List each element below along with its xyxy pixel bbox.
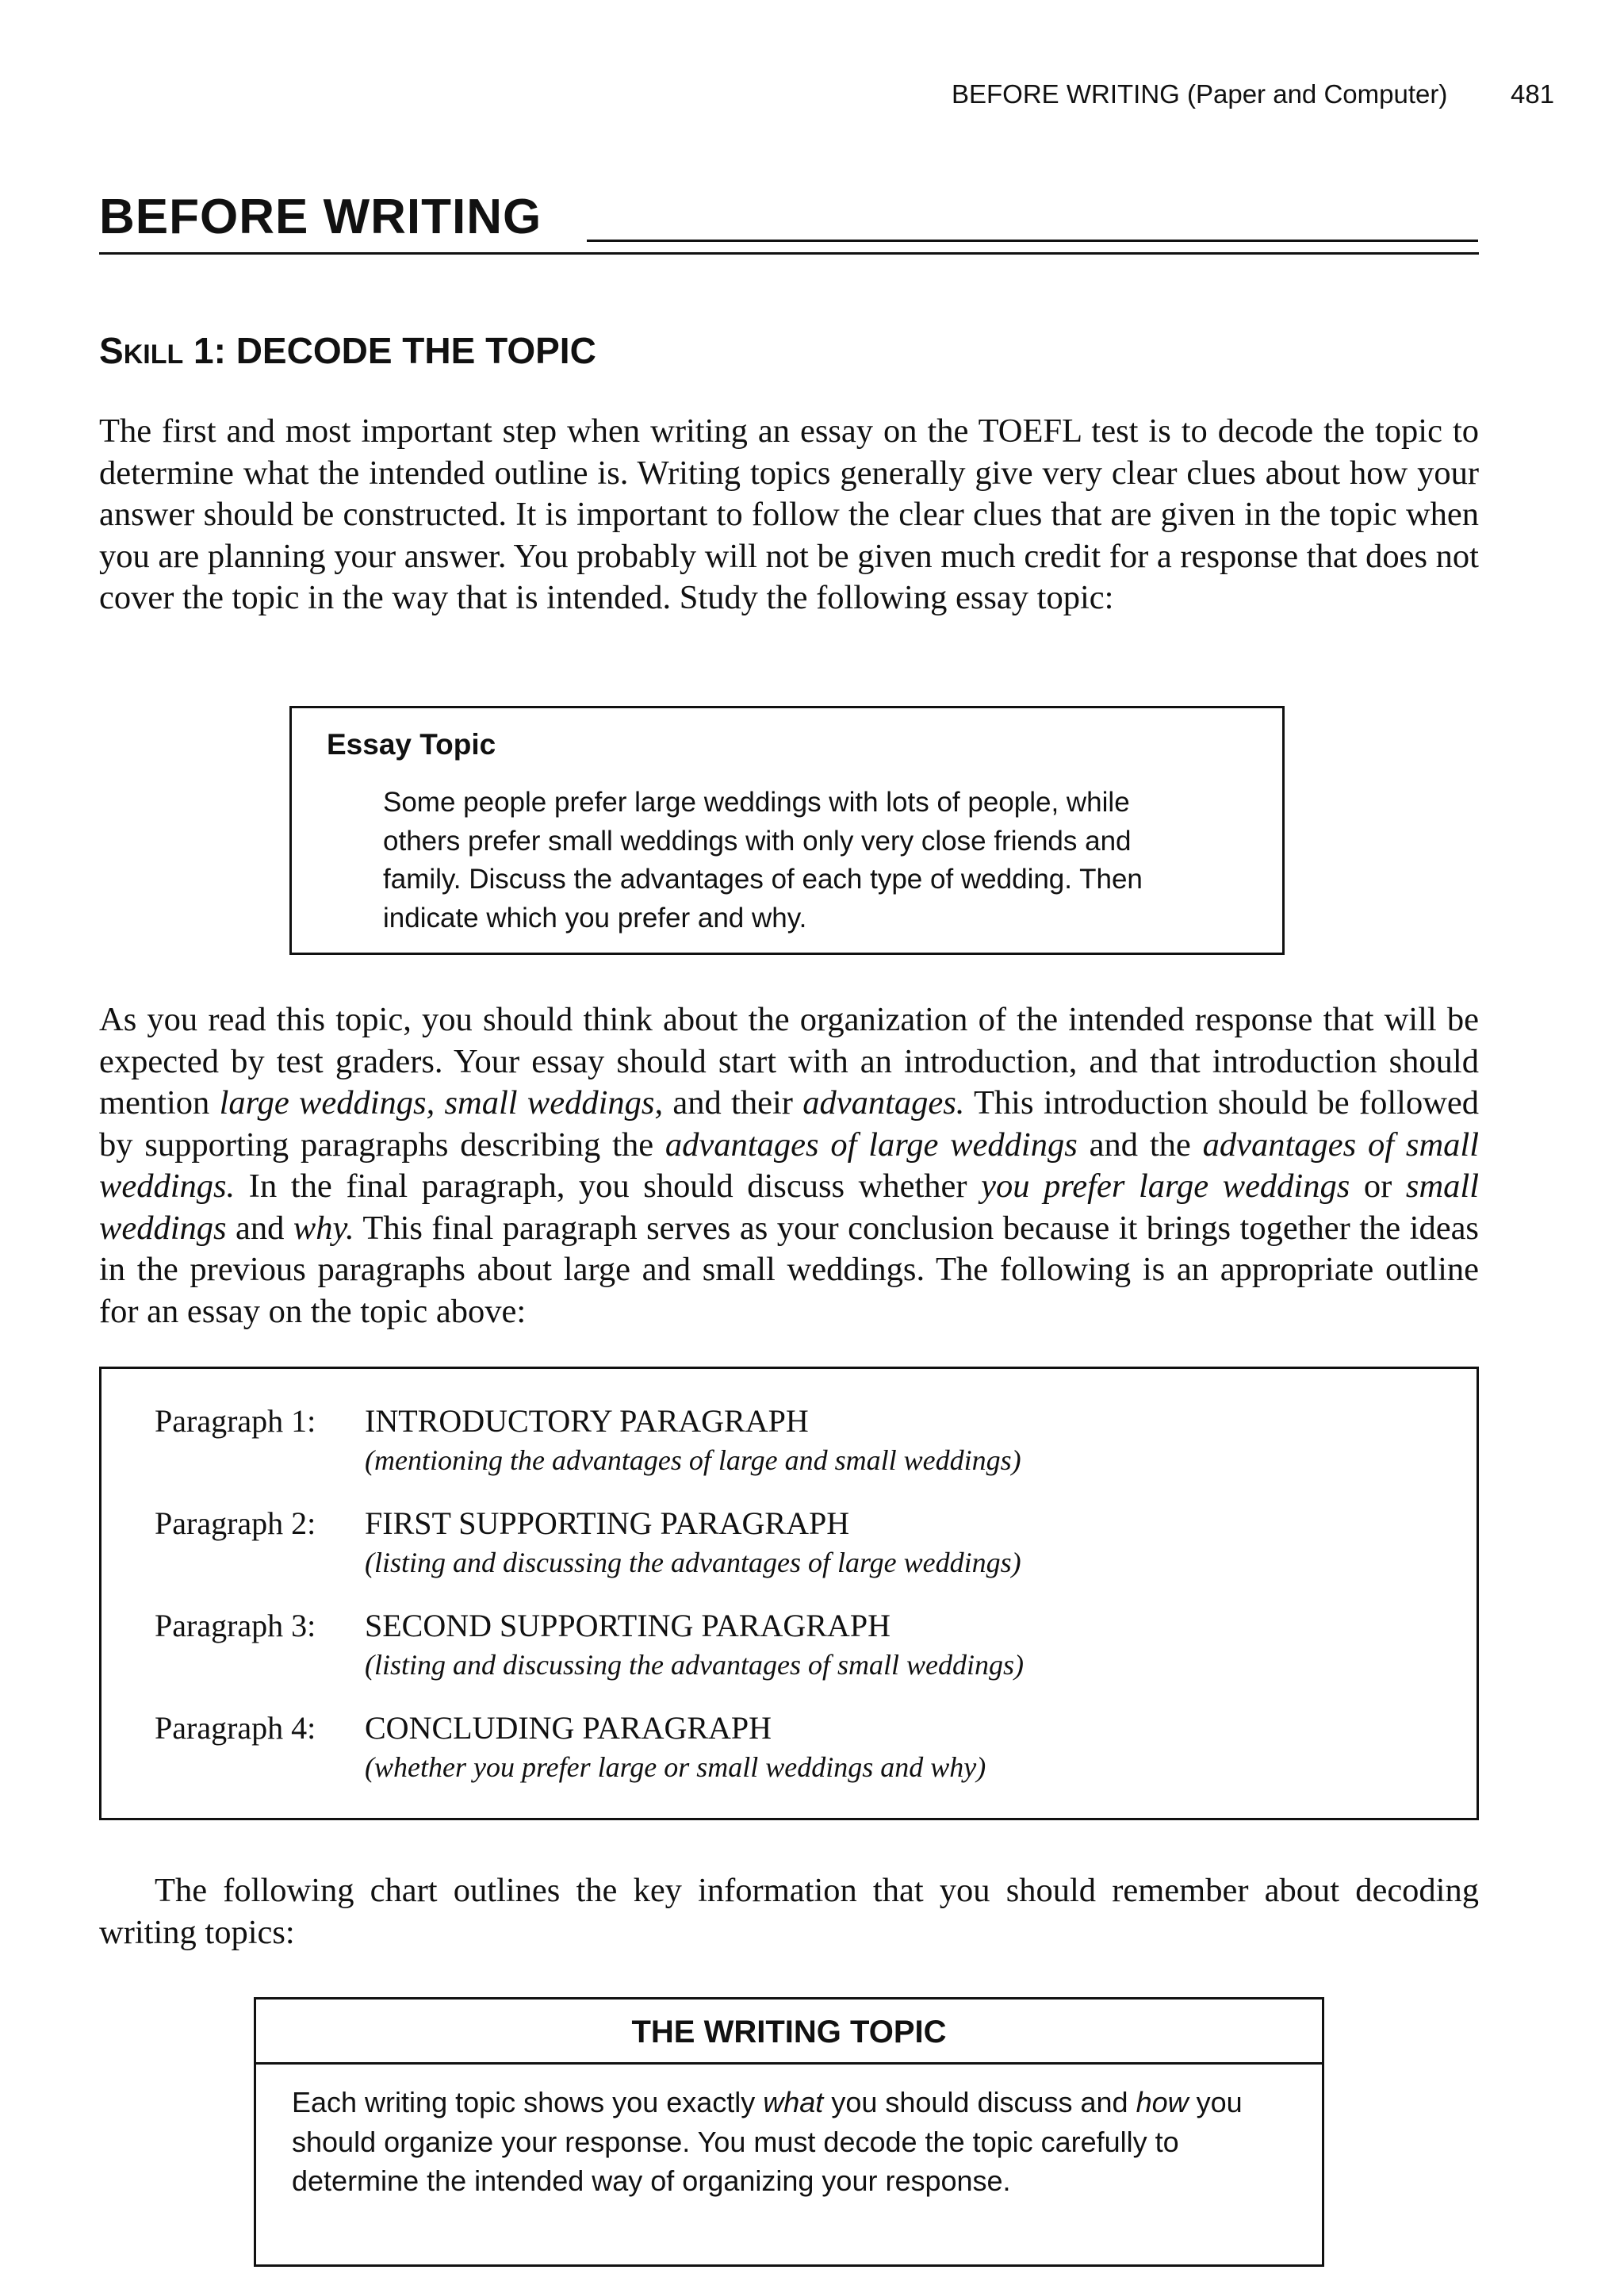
outline-title: FIRST SUPPORTING PARAGRAPH [365, 1505, 850, 1541]
text-run: or [1350, 1168, 1406, 1205]
chart-divider [254, 2062, 1324, 2065]
text-run: you should organize your response. You must decode the topic carefully to determine the intended way of organizing your response. [292, 2086, 1243, 2197]
text-run: This final paragraph serves as your conclusion because it brings together the ideas in the previous paragraphs about large and small weddings. The following is an appropriate outline for an essay on the topic above: [99, 1209, 1479, 1330]
skill-prefix-initial: S [99, 330, 124, 371]
intro-paragraph [99, 411, 1479, 619]
text-run: As you read this topic, you should think about the organization of the intended response that will be expected by test graders. Your essay should start with an introduction, and that introduction should mention [99, 1001, 1479, 1121]
text-run: Each writing topic shows you exactly [292, 2086, 764, 2118]
text-run: This introduction should be followed by supporting paragraphs describing the [99, 1084, 1479, 1164]
chart-text [292, 2083, 1291, 2201]
outline-label: Paragraph 1: [155, 1403, 316, 1439]
skill-prefix-rest: KILL [123, 339, 184, 370]
chart-intro-paragraph-text: The following chart outlines the key information that you should remember about decoding writing topics: [99, 1872, 1479, 1951]
outline-title: CONCLUDING PARAGRAPH [365, 1710, 772, 1746]
outline-note: (mentioning the advantages of large and small weddings) [365, 1444, 1021, 1476]
section-heading: BEFORE WRITING [99, 190, 542, 244]
skill-heading [99, 329, 596, 372]
text-run: and their [663, 1084, 803, 1121]
heading-rule [587, 240, 1478, 242]
emphasis: advantages of small weddings. [99, 1125, 1480, 1205]
outline-note: (whether you prefer large or small weddings and why) [365, 1751, 986, 1783]
outline-label: Paragraph 2: [155, 1505, 316, 1541]
outline-label: Paragraph 4: [155, 1710, 316, 1746]
outline-note: (listing and discussing the advantages of large weddings) [365, 1547, 1021, 1578]
organization-paragraph-text [99, 999, 1479, 1332]
essay-topic-title: Essay Topic [327, 728, 496, 761]
outline-label: Paragraph 3: [155, 1608, 316, 1643]
text-run: and the [1077, 1125, 1203, 1164]
intro-paragraph-text: The first and most important step when writing an essay on the TOEFL test is to decode the topic to determine what the intended outline is. Writing topics generally give very clear clues about how your answer should be constructed. It is important to follow the clear clues that are given in the topic when you are planning your answer. You probably will not be given much credit for a response that does not cover the topic in the way that is intended. Study the following essay topic: [99, 412, 1479, 616]
text-run: and [226, 1209, 293, 1247]
running-header: BEFORE WRITING (Paper and Computer) [952, 79, 1448, 109]
outline-title: INTRODUCTORY PARAGRAPH [365, 1403, 809, 1439]
skill-title: DECODE THE TOPIC [236, 330, 596, 371]
heading-underline [99, 252, 1479, 255]
text-run: In the final paragraph, you should discuss whether [235, 1168, 982, 1205]
text-run: you should discuss and [823, 2086, 1136, 2118]
emphasis: small weddings [99, 1168, 1480, 1247]
outline-note: (listing and discussing the advantages of small weddings) [365, 1649, 1024, 1681]
essay-topic-text: Some people prefer large weddings with lots of people, while others prefer small weddings with only very close friends and family. Discuss the advantages of each type of wedding. Then indicate which you prefer and why. [383, 787, 1143, 934]
emphasis: you prefer large weddings [981, 1168, 1350, 1205]
outline-title: SECOND SUPPORTING PARAGRAPH [365, 1608, 891, 1643]
page-number: 481 [1511, 79, 1555, 109]
emphasis: advantages of large weddings [665, 1125, 1078, 1164]
emphasis: large weddings, small weddings, [219, 1084, 664, 1121]
chart-title: THE WRITING TOPIC [631, 2015, 947, 2049]
emphasis: advantages. [802, 1084, 965, 1121]
emphasis: what [763, 2086, 824, 2118]
emphasis: how [1136, 2086, 1189, 2118]
skill-number: 1: [193, 330, 226, 371]
chart-intro-paragraph [99, 1870, 1479, 1954]
organization-paragraph [99, 999, 1479, 1332]
emphasis: why. [293, 1209, 354, 1247]
